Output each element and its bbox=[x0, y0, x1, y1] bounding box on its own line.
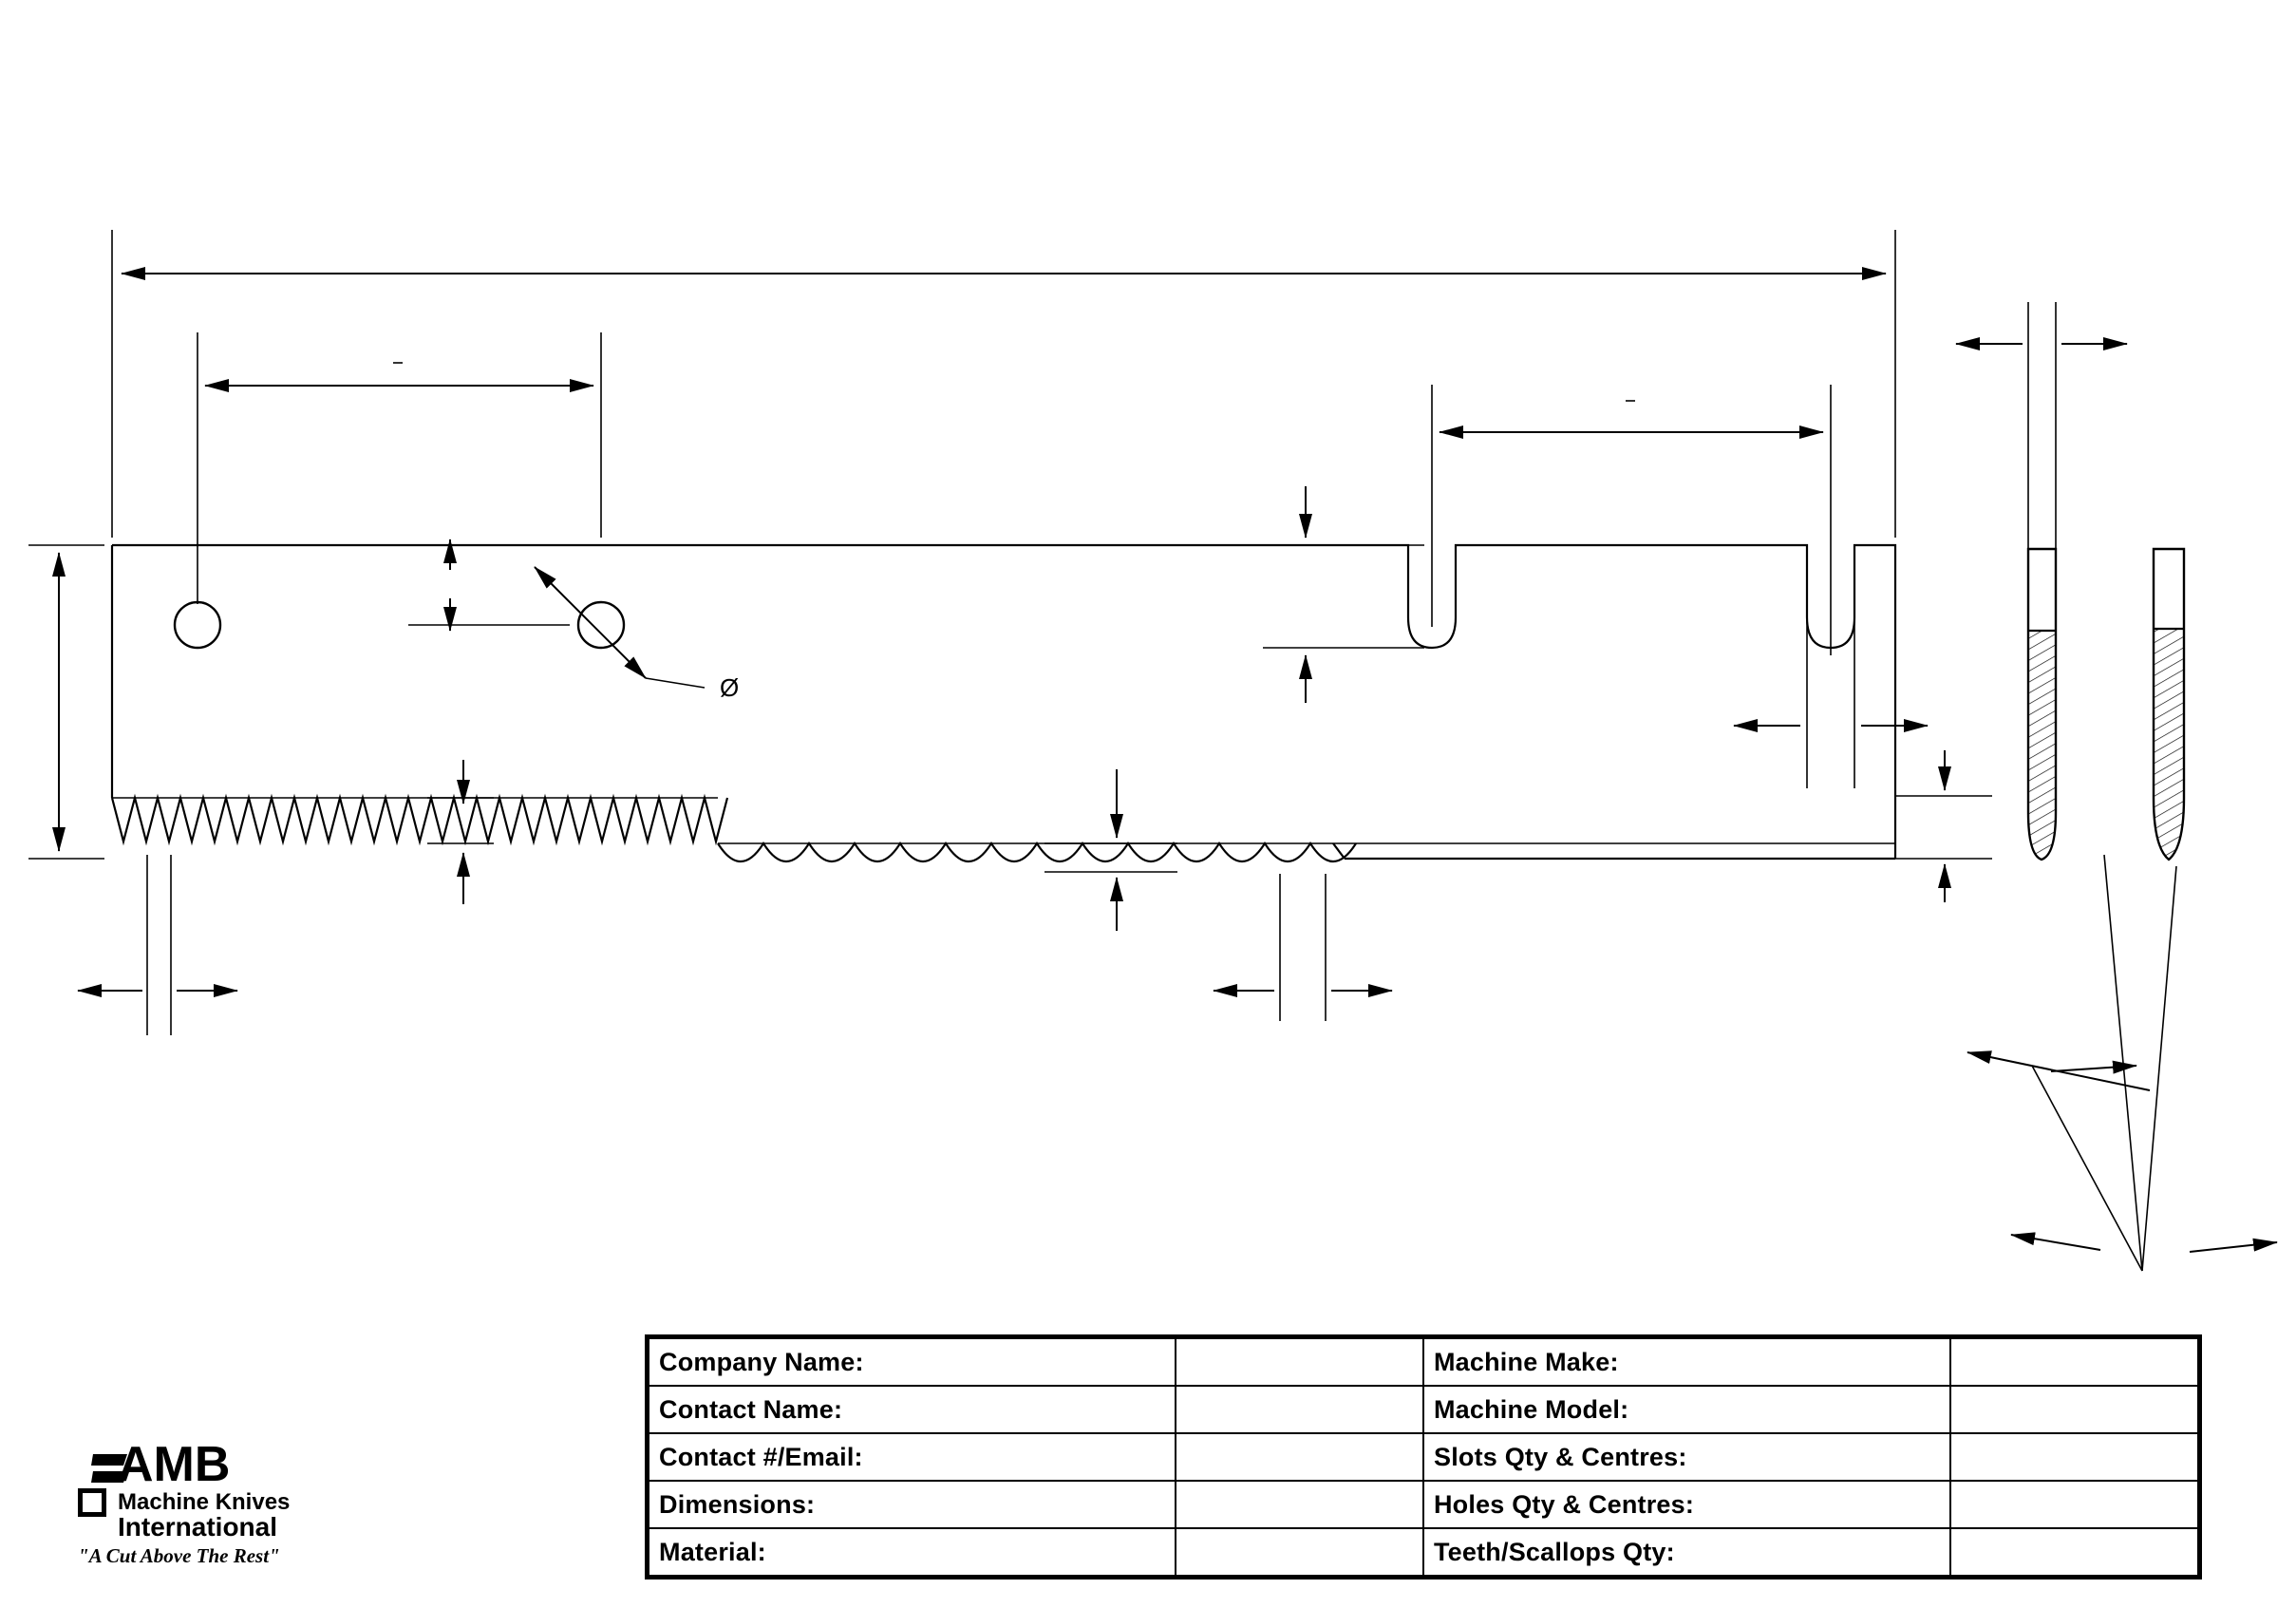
field-value-contact-name[interactable] bbox=[1176, 1386, 1423, 1433]
field-label-company-name: Company Name: bbox=[649, 1338, 1176, 1386]
section-view-single-bevel bbox=[2028, 549, 2056, 860]
dim-tooth-height bbox=[427, 760, 494, 904]
table-row bbox=[649, 1338, 2198, 1386]
logo-line-2: International bbox=[118, 1512, 278, 1542]
bevel-angle-leaders bbox=[1967, 855, 2277, 1271]
field-label-contact-email: Contact #/Email: bbox=[649, 1433, 1176, 1481]
title-block bbox=[645, 1334, 2202, 1580]
field-value-slots-qty-centres[interactable] bbox=[1950, 1433, 2198, 1481]
field-value-company-name[interactable] bbox=[1176, 1338, 1423, 1386]
blade-teeth-profile bbox=[112, 798, 727, 842]
logo-brand: AMB bbox=[118, 1437, 231, 1492]
dim-overall-length bbox=[112, 230, 1895, 538]
table-row bbox=[649, 1481, 2198, 1528]
table-row bbox=[649, 1433, 2198, 1481]
logo-line-1: Machine Knives bbox=[118, 1489, 291, 1515]
blade-scallops-profile bbox=[718, 843, 1356, 861]
field-label-holes-qty-centres: Holes Qty & Centres: bbox=[1423, 1481, 1950, 1528]
field-label-contact-name: Contact Name: bbox=[649, 1386, 1176, 1433]
logo-slogan: "A Cut Above The Rest" bbox=[78, 1544, 280, 1567]
dim-hole-edge-distance bbox=[408, 539, 570, 631]
dim-scallop-depth bbox=[1044, 769, 1177, 931]
dim-centre-ticks bbox=[393, 363, 1635, 401]
table-row bbox=[649, 1386, 2198, 1433]
dim-tooth-pitch bbox=[78, 855, 237, 1035]
field-value-contact-email[interactable] bbox=[1176, 1433, 1423, 1481]
section-view-double-bevel bbox=[2154, 549, 2184, 860]
field-value-machine-model[interactable] bbox=[1950, 1386, 2198, 1433]
field-label-machine-model: Machine Model: bbox=[1423, 1386, 1950, 1433]
field-label-material: Material: bbox=[649, 1528, 1176, 1576]
field-label-slots-qty-centres: Slots Qty & Centres: bbox=[1423, 1433, 1950, 1481]
table-row bbox=[649, 1528, 2198, 1576]
field-label-dimensions: Dimensions: bbox=[649, 1481, 1176, 1528]
field-label-teeth-scallops-qty: Teeth/Scallops Qty: bbox=[1423, 1528, 1950, 1576]
saw-blade-icon bbox=[55, 1439, 127, 1530]
field-label-machine-make: Machine Make: bbox=[1423, 1338, 1950, 1386]
field-value-teeth-scallops-qty[interactable] bbox=[1950, 1528, 2198, 1576]
field-value-machine-make[interactable] bbox=[1950, 1338, 2198, 1386]
dim-hole-centres bbox=[198, 332, 601, 604]
field-value-dimensions[interactable] bbox=[1176, 1481, 1423, 1528]
field-value-material[interactable] bbox=[1176, 1528, 1423, 1576]
title-block-table bbox=[648, 1337, 2199, 1577]
dim-section-thickness bbox=[1956, 302, 2127, 551]
dim-slot-depth bbox=[1263, 486, 1424, 703]
diameter-symbol-label: Ø bbox=[720, 673, 740, 702]
company-logo bbox=[36, 1429, 349, 1581]
amb-logo-mark bbox=[36, 1429, 349, 1581]
dim-overall-height bbox=[28, 545, 104, 859]
dim-bevel-land bbox=[1895, 750, 1992, 902]
field-value-holes-qty-centres[interactable] bbox=[1950, 1481, 2198, 1528]
dim-scallop-pitch bbox=[1214, 874, 1392, 1021]
diameter-leader bbox=[535, 567, 739, 702]
dim-slot-centres bbox=[1432, 385, 1831, 655]
blade-body-outline bbox=[112, 545, 1895, 859]
